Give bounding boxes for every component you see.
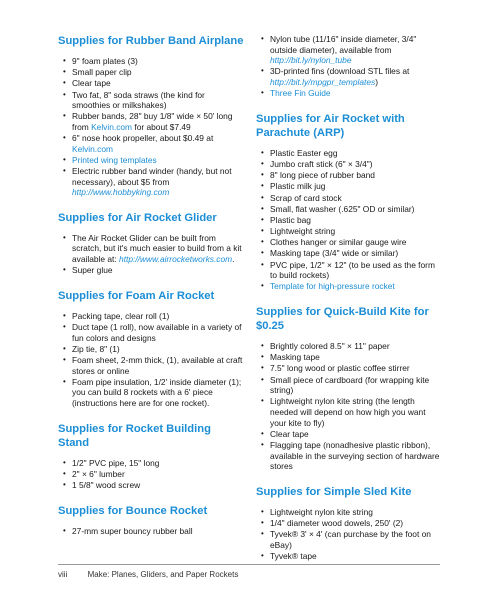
section-supplies-for-rubber-band-airplane (58, 34, 244, 198)
supply-text: 6" nose hook propeller, about $0.49 at (72, 133, 214, 144)
supply-item (72, 458, 244, 469)
supply-text: PVC pipe, 1/2" × 12" (to be used as the form to build rockets) (270, 259, 435, 281)
supply-link[interactable]: Printed wing templates (72, 154, 157, 165)
supply-text: Flagging tape (nonadhesive plastic ribbon), available in the surveying section of hardware stores (270, 439, 440, 472)
supply-list (256, 507, 442, 562)
supply-text: Small piece of cardboard (for wrapping kite string) (270, 374, 430, 396)
supply-item (72, 355, 244, 376)
supply-item (270, 170, 442, 181)
supply-item (72, 90, 244, 111)
supply-text: ) (375, 76, 378, 87)
section-supplies-for-rocket-building-stand (58, 422, 244, 491)
section-supplies-for-bounce-rocket (58, 504, 244, 537)
supply-text: Tyvek® 3' × 4' (can purchase by the foot on eBay) (270, 529, 431, 550)
supply-item (270, 215, 442, 226)
supply-text: Lightweight nylon kite string (270, 506, 373, 517)
supply-item (72, 111, 244, 132)
supply-text: Plastic milk jug (270, 181, 326, 192)
section-supplies-for-air-rocket-with-parachute-arp (256, 112, 442, 292)
supply-item (270, 226, 442, 237)
supply-text: Electric rubber band winder (handy, but not necessary), about $5 from (72, 166, 232, 187)
supply-text: Masking tape (270, 352, 320, 363)
supply-item (72, 344, 244, 355)
document-page (58, 34, 440, 579)
supply-text: 1/2" PVC pipe, 15" long (72, 457, 160, 468)
supply-item (270, 181, 442, 192)
supply-item (270, 507, 442, 518)
supply-item (270, 375, 442, 396)
supply-item (72, 233, 244, 265)
right-column (256, 34, 442, 574)
supply-item (72, 78, 244, 89)
supply-item (270, 88, 442, 99)
supply-text: Clear tape (270, 428, 309, 439)
supply-text: Clear tape (72, 78, 111, 89)
supply-link[interactable]: Template for high-pressure rocket (270, 281, 395, 292)
section-continued (256, 34, 442, 99)
supply-text: Lightweight string (270, 226, 336, 237)
supply-list (58, 458, 244, 491)
supply-text: Jumbo craft stick (6" × 3/4") (270, 158, 373, 169)
footer-rule (58, 564, 440, 565)
supply-link[interactable]: Kelvin.com (91, 121, 133, 132)
supply-link[interactable]: http://bit.ly/nylon_tube (270, 55, 352, 66)
book-title: Make: Planes, Gliders, and Paper Rockets (87, 570, 239, 579)
left-column (58, 34, 244, 549)
supply-text: Plastic bag (270, 214, 311, 225)
supply-item (270, 518, 442, 529)
supply-item (72, 265, 244, 276)
supply-text: 1 5/8" wood screw (72, 479, 141, 490)
supply-item (270, 148, 442, 159)
section-supplies-for-quick-build-kite-for-0-25 (256, 305, 442, 472)
supply-text: 7.5" long wood or plastic coffee stirrer (270, 363, 410, 374)
supply-link[interactable]: Kelvin.com (72, 143, 113, 154)
supply-text: Clothes hanger or similar gauge wire (270, 237, 407, 248)
section-supplies-for-simple-sled-kite (256, 485, 442, 562)
supply-link[interactable]: http://www.airrocketworks.com (119, 254, 233, 265)
supply-text: Zip tie, 8" (1) (72, 343, 120, 354)
supply-item (72, 480, 244, 491)
section-supplies-for-foam-air-rocket (58, 289, 244, 409)
supply-list (58, 56, 244, 198)
supply-item (270, 193, 442, 204)
supply-text: Packing tape, clear roll (1) (72, 310, 170, 321)
section-heading: Supplies for Quick-Build Kite for $0.25 (256, 306, 429, 332)
supply-text: Foam sheet, 2-mm thick, (1), available at craft stores or online (72, 355, 243, 376)
supply-text: Duct tape (1 roll), now available in a variety of fun colors and designs (72, 322, 242, 343)
supply-item (270, 159, 442, 170)
supply-item (270, 341, 442, 352)
supply-list (58, 311, 244, 409)
supply-item (72, 56, 244, 67)
supply-text: 27-mm super bouncy rubber ball (72, 525, 193, 536)
supply-list (58, 233, 244, 276)
supply-text: Rubber bands, 28" buy 1/8" wide × 50' long from (72, 111, 233, 132)
supply-text: Tyvek® tape (270, 550, 317, 561)
supply-list (58, 526, 244, 537)
section-heading: Supplies for Simple Sled Kite (256, 485, 412, 498)
supply-text: Brightly colored 8.5" × 11" paper (270, 341, 390, 351)
supply-item (72, 526, 244, 537)
section-heading: Supplies for Bounce Rocket (58, 504, 208, 517)
supply-text: Lightweight nylon kite string (the length needed will depend on how high you want your kite to fly) (270, 396, 426, 428)
supply-item (270, 363, 442, 374)
supply-text: for about $7.49 (132, 121, 191, 132)
supply-text: Super glue (72, 265, 113, 276)
supply-item (270, 237, 442, 248)
supply-item (72, 166, 244, 198)
supply-item (270, 551, 442, 562)
supply-item (72, 155, 244, 166)
supply-text: Masking tape (3/4" wide or similar) (270, 248, 399, 259)
supply-item (270, 281, 442, 292)
supply-text: . (232, 254, 235, 265)
supply-text: Scrap of card stock (270, 192, 342, 203)
section-supplies-for-air-rocket-glider (58, 211, 244, 276)
page-number: viii (58, 570, 68, 579)
supply-item (270, 429, 442, 440)
section-heading: Supplies for Foam Air Rocket (58, 289, 215, 302)
supply-text: The Air Rocket Glider can be built from scratch, but it's much easier to build from a kit available at: (72, 232, 242, 265)
supply-text: Small, flat washer (.625" OD or similar) (270, 203, 415, 214)
section-heading: Supplies for Air Rocket with Parachute (ARP) (256, 112, 405, 139)
supply-item (72, 67, 244, 78)
supply-item (270, 440, 442, 472)
supply-link[interactable]: Three Fin Guide (270, 88, 331, 99)
supply-item (270, 352, 442, 363)
supply-item (270, 34, 442, 66)
supply-list (256, 34, 442, 99)
supply-text: 8" long piece of rubber band (270, 170, 375, 181)
supply-item (270, 248, 442, 259)
supply-text: Plastic Easter egg (270, 147, 338, 158)
supply-text: 3D-printed fins (download STL files at (270, 66, 410, 77)
page-footer (58, 570, 238, 580)
supply-item (72, 377, 244, 409)
supply-list (256, 341, 442, 472)
supply-item (270, 396, 442, 428)
section-heading: Supplies for Rubber Band Airplane (58, 35, 244, 47)
section-heading: Supplies for Rocket Building Stand (58, 422, 211, 449)
supply-item (72, 311, 244, 322)
supply-text: 9" foam plates (3) (72, 56, 138, 66)
supply-text: Small paper clip (72, 67, 132, 78)
supply-text: Foam pipe insulation, 1/2' inside diameter (1); you can build 8 rockets with a 6' piece (instructions here are for one rocket). (72, 376, 242, 408)
supply-item (270, 66, 442, 87)
supply-item (72, 322, 244, 343)
supply-list (256, 148, 442, 292)
supply-item (72, 469, 244, 480)
supply-text: 2" × 6" lumber (72, 468, 125, 479)
supply-item (270, 529, 442, 550)
supply-text: 1/4" diameter wood dowels, 250' (2) (270, 517, 404, 528)
supply-item (270, 204, 442, 215)
supply-text: Two fat, 8" soda straws (the kind for smoothies or milkshakes) (72, 89, 205, 111)
supply-link[interactable]: http://bit.ly/mpgpr_templates (270, 76, 376, 87)
supply-text: Nylon tube (11/16" inside diameter, 3/4" outside diameter), available from (270, 34, 417, 55)
supply-item (72, 133, 244, 154)
supply-link[interactable]: http://www.hobbyking.com (72, 187, 170, 198)
section-heading: Supplies for Air Rocket Glider (58, 211, 217, 224)
supply-item (270, 260, 442, 281)
